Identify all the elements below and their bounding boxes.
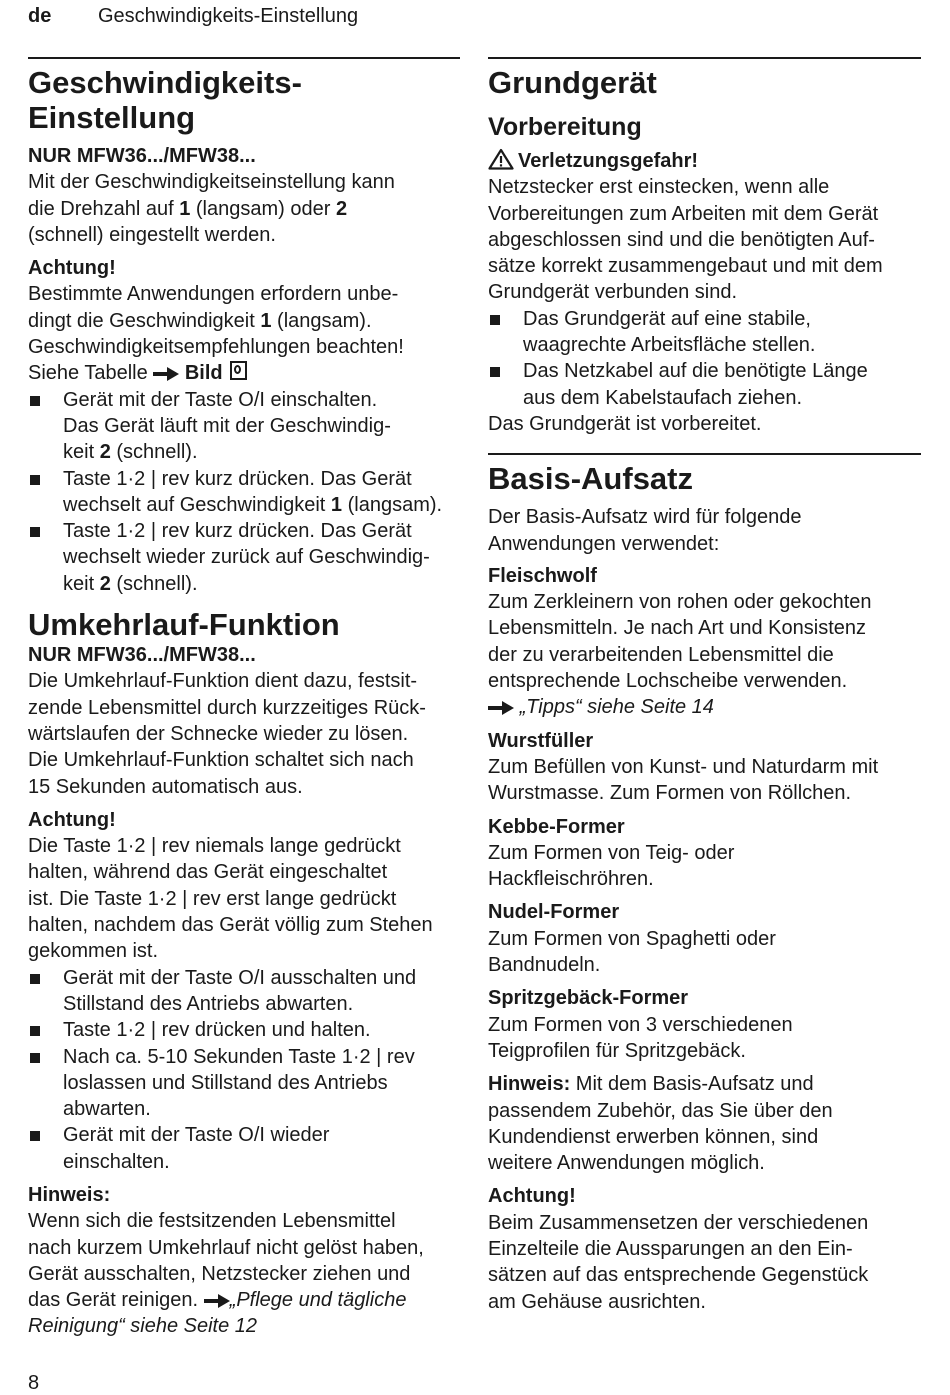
list-item: Taste 1·2 | rev kurz drücken. Das Gerät wechselt wieder zurück auf Geschwindig- keit 2 (schnell). xyxy=(28,518,460,597)
list-item: Das Netzkabel auf die benötigte Länge aus dem Kabelstaufach ziehen. xyxy=(488,358,921,411)
preparation-steps-list xyxy=(488,306,921,411)
cookie-former-label: Spritzgebäck-Former xyxy=(488,987,689,1010)
bullet-icon xyxy=(30,396,40,406)
noodle-former-text: Zum Formen von Spaghetti oder Bandnudeln. xyxy=(488,927,776,977)
header-title: Geschwindigkeits-Einstellung xyxy=(98,5,359,27)
noodle-former-label: Nudel-Former xyxy=(488,901,620,924)
attention-text: Bestimmte Anwendungen erfordern unbe- dingt die Geschwindigkeit 1 (langsam). Geschwindigkeitsempfehlungen beachten! Siehe Tabelle Bild xyxy=(28,283,404,385)
bullet-icon xyxy=(30,1026,40,1036)
bullet-icon xyxy=(30,1131,40,1141)
hint-label: Hinweis: xyxy=(28,1183,111,1206)
mincer-label: Fleischwolf xyxy=(488,564,597,587)
mincer-text: Zum Zerkleinern von rohen oder gekochten Lebensmitteln. Je nach Art und Konsistenz der zu verarbeitenden Lebensmittel die entsprechende Lochscheibe verwenden. „Tipps“ siehe Seite 14 xyxy=(488,591,872,719)
bullet-icon xyxy=(490,367,500,377)
list-item: Gerät mit der Taste O/I einschalten. Das Gerät läuft mit der Geschwindig- keit 2 (schnell). xyxy=(28,387,460,466)
hint-text: Hinweis: Mit dem Basis-Aufsatz und passendem Zubehör, das Sie über den Kundendienst erwerben können, sind weitere Anwendungen möglich. xyxy=(488,1073,833,1175)
sausage-filler-text: Zum Befüllen von Kunst- und Naturdarm mit Wurstmasse. Zum Formen von Röllchen. xyxy=(488,755,879,805)
reverse-section-title: Umkehrlauf-Funktion xyxy=(28,607,340,643)
list-item: Das Grundgerät auf eine stabile, waagrechte Arbeitsfläche stellen. xyxy=(488,306,921,359)
reverse-intro: Die Umkehrlauf-Funktion dient dazu, festsit- zende Lebensmittel durch kurzzeitiges Rück- wärtslaufen der Schnecke wieder zu lösen. Die Umkehrlauf-Funktion schaltet sich nach 15 Sekunden automatisch aus. xyxy=(28,670,426,798)
speed-section-title: Geschwindigkeits- Einstellung xyxy=(28,65,302,135)
list-item: Nach ca. 5-10 Sekunden Taste 1·2 | rev loslassen und Stillstand des Antriebs abwarten. xyxy=(28,1044,460,1123)
page-number: 8 xyxy=(28,1372,40,1394)
arrow-right-icon xyxy=(488,701,514,715)
attachment-intro: Der Basis-Aufsatz wird für folgende Anwendungen verwendet: xyxy=(488,506,802,555)
reverse-steps-list xyxy=(28,965,460,1175)
bullet-icon xyxy=(30,1053,40,1063)
kebbe-former-label: Kebbe-Former xyxy=(488,815,625,838)
arrow-right-icon xyxy=(153,367,179,381)
bullet-icon xyxy=(30,527,40,537)
right-column xyxy=(488,57,921,1315)
list-item: Gerät mit der Taste O/I wieder einschalten. xyxy=(28,1122,460,1175)
list-item: Taste 1·2 | rev kurz drücken. Das Gerät wechselt auf Geschwindigkeit 1 (langsam). xyxy=(28,466,460,519)
preparation-result: Das Grundgerät ist vorbereitet. xyxy=(488,412,762,435)
bullet-icon xyxy=(30,475,40,485)
bullet-icon xyxy=(30,974,40,984)
page-header xyxy=(28,5,359,28)
speed-steps-list xyxy=(28,387,460,597)
attachment-section-title: Basis-Aufsatz xyxy=(488,461,693,497)
list-item: Taste 1·2 | rev drücken und halten. xyxy=(28,1017,460,1043)
warning-triangle-icon xyxy=(488,148,514,170)
attention-label: Achtung! xyxy=(28,808,116,831)
language-code: de xyxy=(28,5,52,27)
attention-text: Die Taste 1·2 | rev niemals lange gedrückt halten, während das Gerät eingeschaltet ist. Die Taste 1·2 | rev erst lange gedrückt halten, nachdem das Gerät völlig zum Stehen gekommen ist. xyxy=(28,835,433,963)
injury-warning-label: Verletzungsgefahr! xyxy=(488,148,921,174)
reverse-models: NUR MFW36.../MFW38... xyxy=(28,644,256,667)
bullet-icon xyxy=(490,315,500,325)
attention-label: Achtung! xyxy=(28,257,116,280)
kebbe-former-text: Zum Formen von Teig- oder Hackfleischröhren. xyxy=(488,841,735,891)
injury-warning-text: Netzstecker erst einstecken, wenn alle Vorbereitungen zum Arbeiten mit dem Gerät abgeschlossen sind und die benötigten Auf- sätze korrekt zusammengebaut und mit dem Grundgerät verbunden sind. xyxy=(488,176,883,304)
cookie-former-text: Zum Formen von 3 verschiedenen Teigprofilen für Spritzgebäck. xyxy=(488,1013,793,1062)
attention-label: Achtung! xyxy=(488,1185,576,1208)
figure-reference-icon xyxy=(230,361,247,380)
hint-text: Wenn sich die festsitzenden Lebensmittel nach kurzem Umkehrlauf nicht gelöst haben, Gerät ausschalten, Netzstecker ziehen und das Gerät reinigen. „Pflege und tägliche Reinigung“ siehe Seite 12 xyxy=(28,1210,424,1338)
sausage-filler-label: Wurstfüller xyxy=(488,729,594,752)
hint-label: Hinweis: xyxy=(488,1073,571,1096)
left-column xyxy=(28,57,460,1340)
speed-intro: Mit der Geschwindigkeitseinstellung kann die Drehzahl auf 1 (langsam) oder 2 (schnell) eingestellt werden. xyxy=(28,171,395,246)
list-item: Gerät mit der Taste O/I ausschalten und Stillstand des Antriebs abwarten. xyxy=(28,965,460,1018)
attention-text: Beim Zusammensetzen der verschiedenen Einzelteile die Aussparungen an den Ein- sätzen auf das entsprechende Gegenstück am Gehäuse ausrichten. xyxy=(488,1211,869,1313)
speed-models: NUR MFW36.../MFW38... xyxy=(28,145,256,167)
base-unit-title: Grundgerät xyxy=(488,65,657,100)
preparation-title: Vorbereitung xyxy=(488,113,642,141)
arrow-right-icon xyxy=(204,1294,230,1308)
